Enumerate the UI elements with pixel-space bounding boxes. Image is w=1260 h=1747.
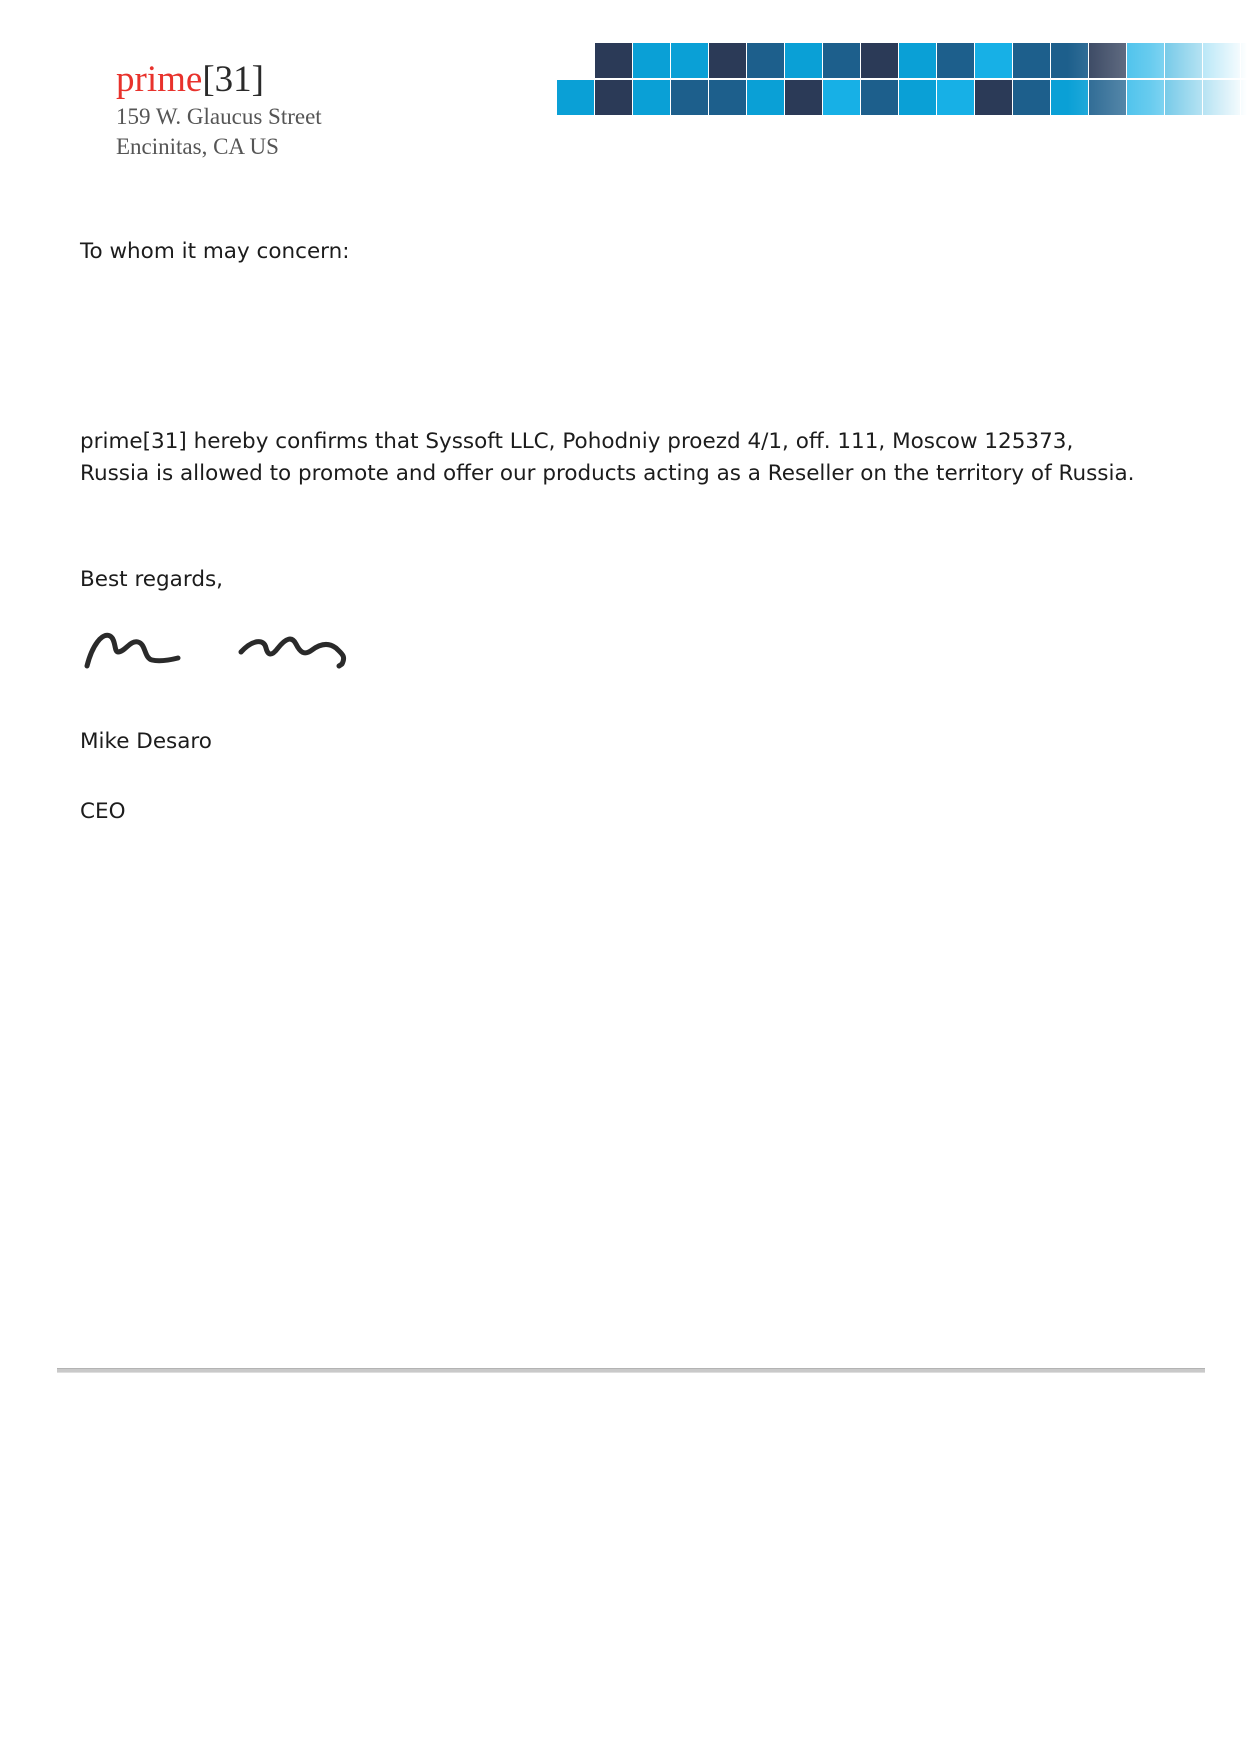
header-mosaic-banner — [557, 43, 1247, 117]
signer-title: CEO — [80, 799, 126, 824]
address-street: 159 W. Glaucus Street — [116, 104, 322, 129]
body-line-1: prime[31] hereby confirms that Syssoft LLC, Pohodniy proezd 4/1, off. 111, Moscow 125373, — [80, 429, 1074, 454]
letter-body — [80, 426, 1134, 490]
salutation: To whom it may concern: — [80, 239, 350, 264]
logo-suffix: [31] — [202, 59, 264, 100]
closing: Best regards, — [80, 567, 224, 592]
footer-divider — [57, 1368, 1205, 1373]
body-line-2: Russia is allowed to promote and offer our products acting as a Reseller on the territory of Russia. — [80, 461, 1135, 486]
signer-name: Mike Desaro — [80, 729, 212, 754]
company-logo — [116, 58, 322, 102]
letterhead — [116, 58, 322, 162]
logo-word: prime — [116, 59, 203, 100]
address-city: Encinitas, CA US — [116, 134, 279, 159]
handwritten-signature — [80, 622, 360, 682]
